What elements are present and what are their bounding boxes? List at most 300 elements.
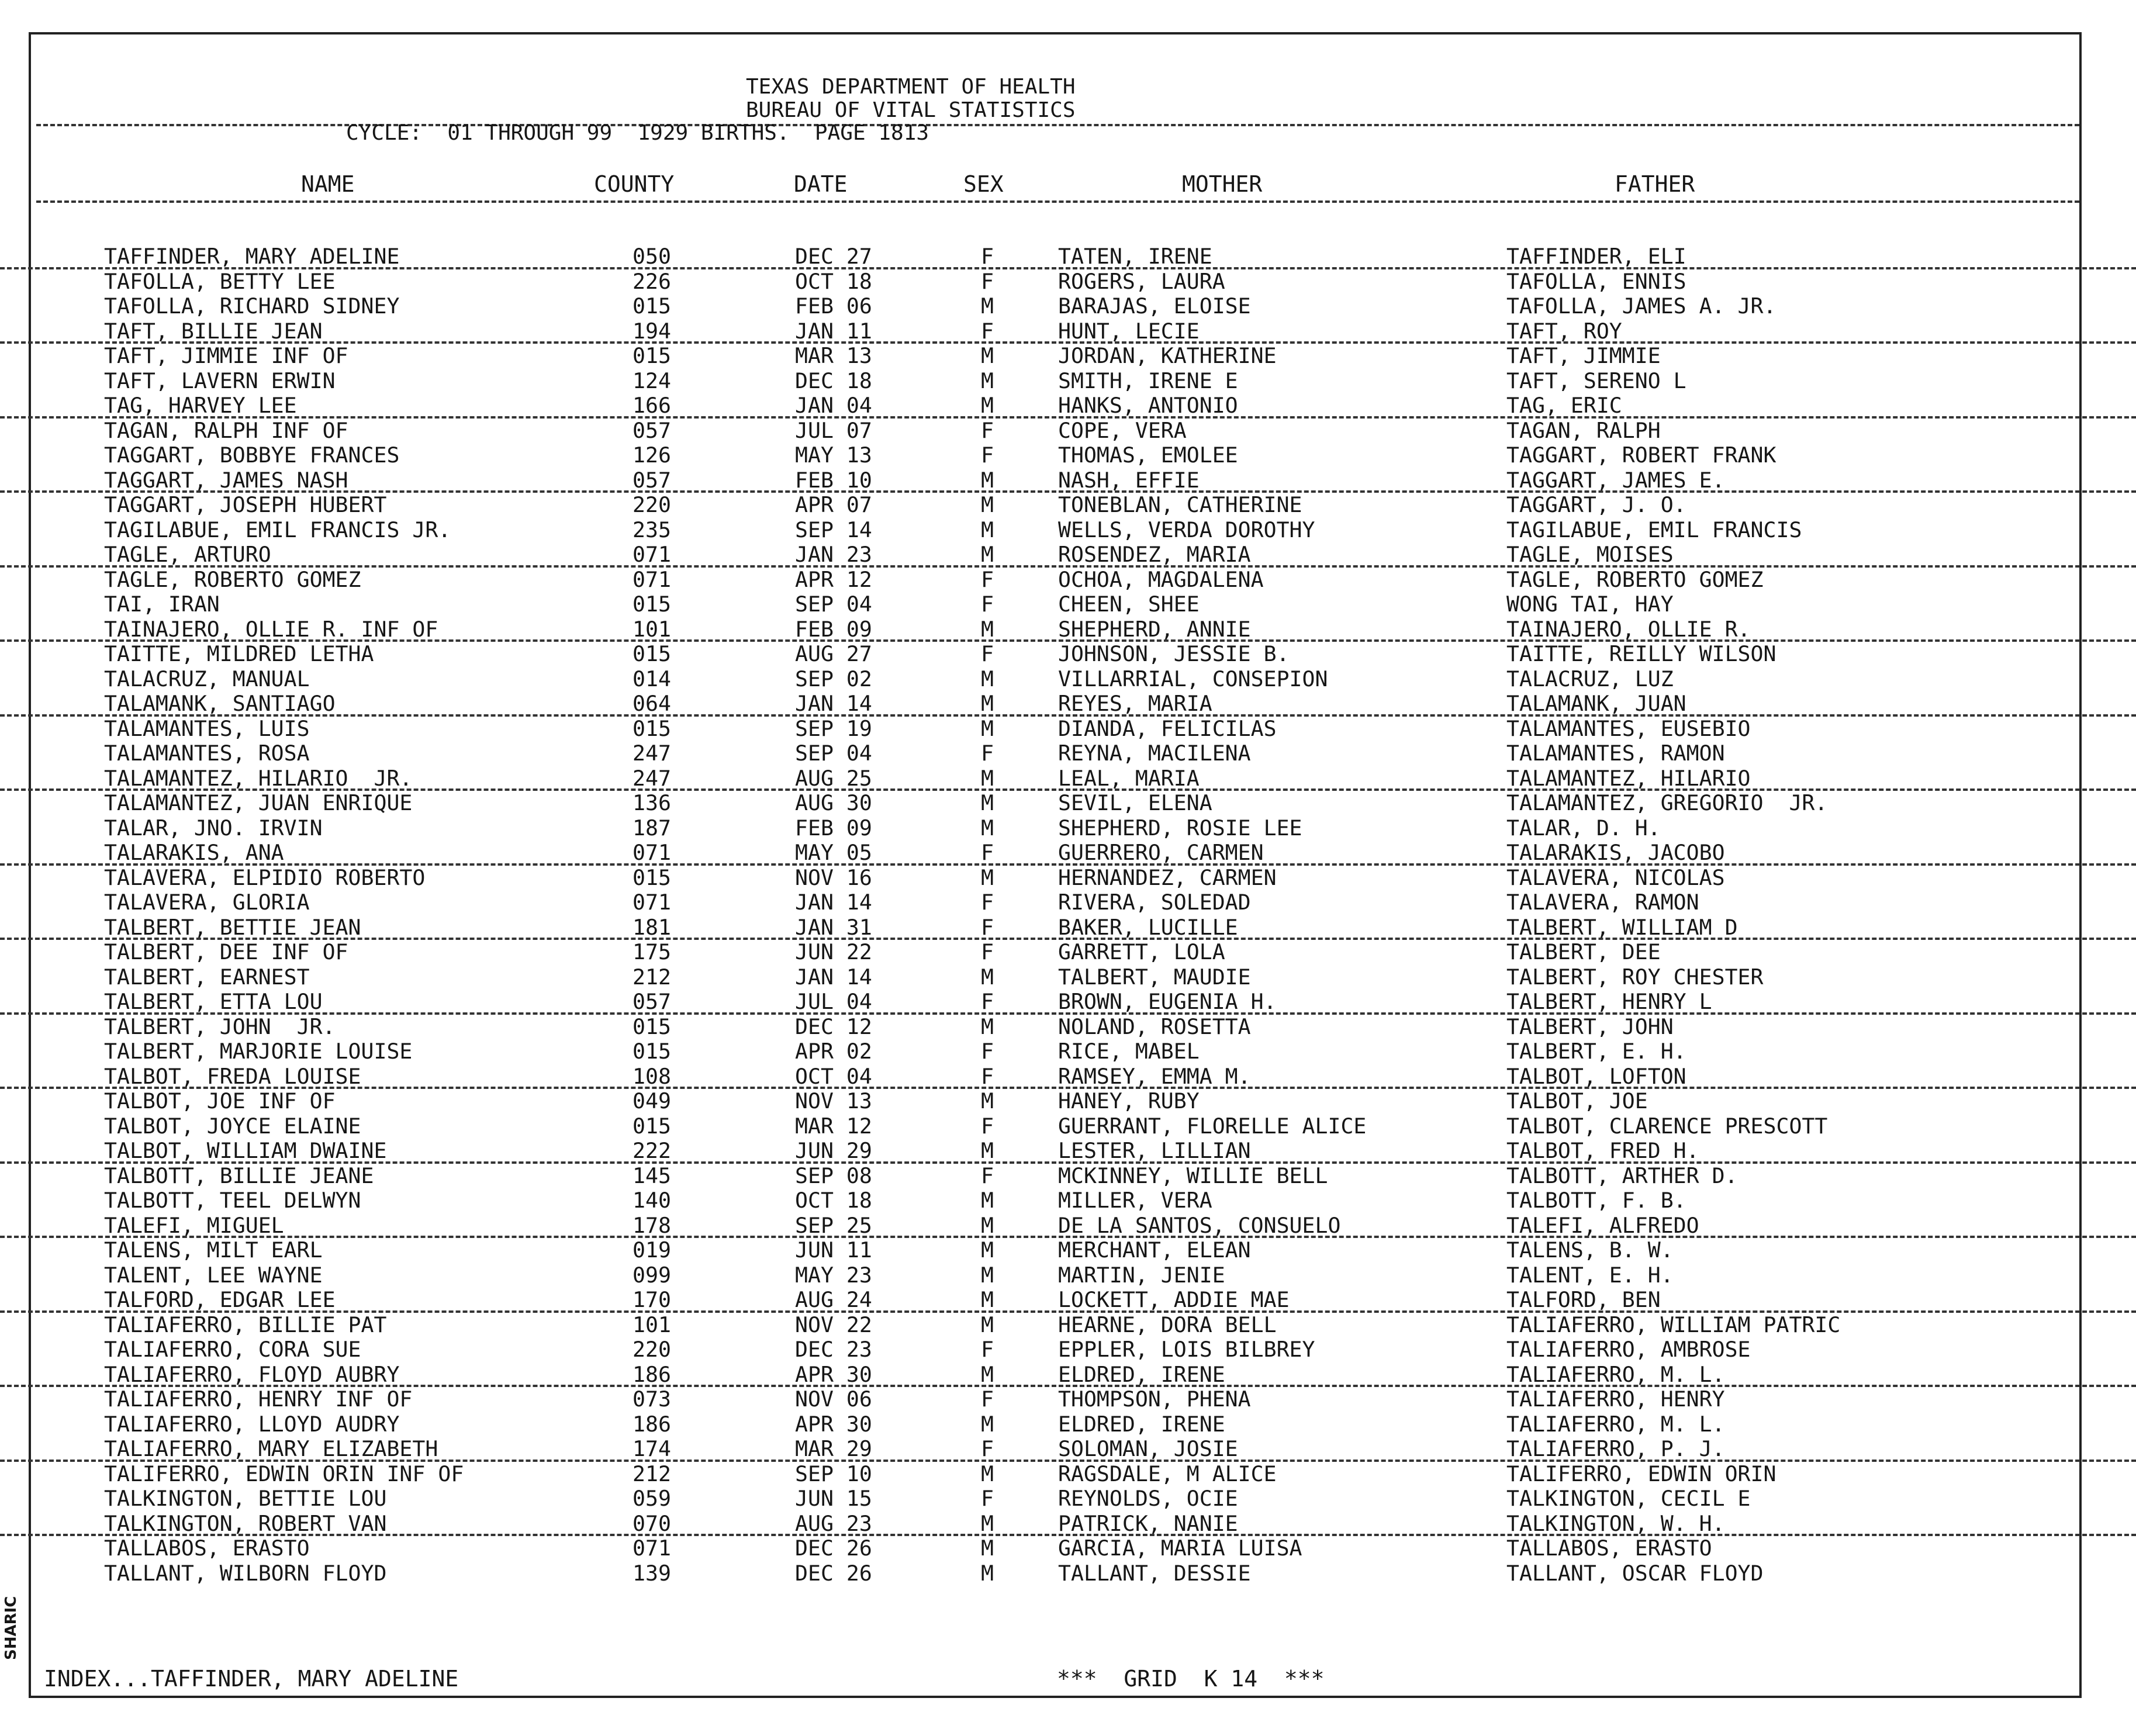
cell-father: TALFORD, BEN (1506, 1287, 1661, 1312)
cell-father: TALAMANTES, EUSEBIO (1506, 715, 1751, 741)
cell-sex: M (981, 1014, 994, 1039)
cell-county: 015 (632, 592, 671, 617)
table-row (0, 642, 2136, 667)
cell-county: 015 (632, 715, 671, 741)
table-row (0, 269, 2136, 295)
table-row (0, 890, 2136, 915)
cell-date: JUN 15 (795, 1486, 872, 1511)
cell-sex: M (981, 1560, 994, 1586)
table-row (0, 940, 2136, 965)
cell-sex: F (981, 1039, 994, 1064)
cell-name: TAITTE, MILDRED LETHA (104, 641, 374, 666)
cell-sex: M (981, 1088, 994, 1113)
cell-father: TALAMANTEZ, GREGORIO JR. (1506, 790, 1828, 815)
cell-sex: F (981, 914, 994, 940)
cell-father: TALBERT, DEE (1506, 939, 1661, 964)
cell-name: TALBERT, MARJORIE LOUISE (104, 1039, 413, 1064)
cell-name: TALAR, JNO. IRVIN (104, 815, 323, 841)
cell-name: TALBERT, DEE INF OF (104, 939, 348, 964)
cell-mother: GUERRANT, FLORELLE ALICE (1058, 1113, 1367, 1139)
cell-county: 220 (632, 1337, 671, 1362)
cell-county: 099 (632, 1262, 671, 1288)
cell-mother: DIANDA, FELICILAS (1058, 715, 1277, 741)
cell-date: OCT 04 (795, 1063, 872, 1089)
cell-county: 247 (632, 741, 671, 766)
cell-date: MAY 23 (795, 1262, 872, 1288)
cell-sex: M (981, 1312, 994, 1337)
cell-mother: HANEY, RUBY (1058, 1088, 1200, 1113)
cell-county: 101 (632, 1312, 671, 1337)
cell-father: TALBOT, JOE (1506, 1088, 1648, 1113)
cell-sex: F (981, 741, 994, 766)
table-row (0, 592, 2136, 617)
table-row (0, 1139, 2136, 1164)
cell-sex: F (981, 1386, 994, 1412)
cell-mother: HEARNE, DORA BELL (1058, 1312, 1277, 1337)
cell-county: 015 (632, 343, 671, 368)
cell-sex: F (981, 1486, 994, 1511)
table-row (0, 294, 2136, 319)
cell-mother: CHEEN, SHEE (1058, 592, 1200, 617)
cell-county: 015 (632, 293, 671, 319)
cell-name: TAGLE, ROBERTO GOMEZ (104, 566, 361, 592)
table-row (0, 915, 2136, 940)
table-row (0, 617, 2136, 642)
cell-sex: F (981, 1063, 994, 1089)
table-row (0, 518, 2136, 543)
cell-date: AUG 23 (795, 1510, 872, 1536)
cell-date: SEP 02 (795, 666, 872, 691)
cell-name: TALKINGTON, ROBERT VAN (104, 1510, 387, 1536)
cell-father: TALACRUZ, LUZ (1506, 666, 1674, 691)
cell-date: NOV 16 (795, 864, 872, 890)
cell-sex: M (981, 1510, 994, 1536)
cell-mother: JOHNSON, JESSIE B. (1058, 641, 1290, 666)
cell-sex: M (981, 790, 994, 815)
cell-sex: F (981, 1113, 994, 1139)
table-row (0, 1064, 2136, 1090)
cell-county: 057 (632, 467, 671, 493)
cell-sex: M (981, 666, 994, 691)
cell-name: TALBERT, EARNEST (104, 964, 310, 990)
cell-date: DEC 27 (795, 244, 872, 269)
cell-sex: F (981, 442, 994, 468)
cell-name: TAGILABUE, EMIL FRANCIS JR. (104, 517, 451, 542)
cell-mother: HERNANDEZ, CARMEN (1058, 864, 1277, 890)
cell-mother: SMITH, IRENE E (1058, 368, 1238, 393)
cell-name: TAI, IRAN (104, 592, 220, 617)
cell-county: 139 (632, 1560, 671, 1586)
cell-date: JAN 04 (795, 393, 872, 418)
cell-name: TALIFERRO, EDWIN ORIN INF OF (104, 1461, 464, 1486)
table-row (0, 1263, 2136, 1288)
cell-name: TALKINGTON, BETTIE LOU (104, 1486, 387, 1511)
cell-sex: F (981, 592, 994, 617)
cell-name: TALAMANTES, ROSA (104, 741, 310, 766)
table-row (0, 344, 2136, 369)
cell-father: TAITTE, REILLY WILSON (1506, 641, 1776, 666)
cell-father: TALIAFERRO, AMBROSE (1506, 1337, 1751, 1362)
cell-date: DEC 18 (795, 368, 872, 393)
cell-date: APR 30 (795, 1361, 872, 1387)
cell-father: TALBERT, HENRY L (1506, 989, 1712, 1014)
cell-county: 181 (632, 914, 671, 940)
cell-father: TALIAFERRO, M. L. (1506, 1411, 1725, 1437)
cell-sex: M (981, 1212, 994, 1238)
table-row (0, 791, 2136, 816)
cell-sex: F (981, 1436, 994, 1461)
cell-date: AUG 25 (795, 765, 872, 791)
cell-mother: MERCHANT, ELEAN (1058, 1237, 1251, 1263)
cell-mother: ROGERS, LAURA (1058, 268, 1225, 294)
column-header-father: FATHER (1615, 171, 1695, 197)
cell-name: TALAVERA, GLORIA (104, 890, 310, 915)
cell-mother: BROWN, EUGENIA H. (1058, 989, 1277, 1014)
table-row (0, 393, 2136, 419)
cell-county: 015 (632, 1014, 671, 1039)
table-row (0, 1561, 2136, 1586)
cell-county: 108 (632, 1063, 671, 1089)
cell-father: TAFOLLA, JAMES A. JR. (1506, 293, 1776, 319)
cell-county: 124 (632, 368, 671, 393)
cell-county: 194 (632, 318, 671, 344)
cell-name: TALBOT, JOYCE ELAINE (104, 1113, 361, 1139)
cell-sex: M (981, 517, 994, 542)
cell-mother: GARCIA, MARIA LUISA (1058, 1536, 1302, 1561)
cell-sex: M (981, 1361, 994, 1387)
cell-mother: RAMSEY, EMMA M. (1058, 1063, 1251, 1089)
cell-sex: F (981, 244, 994, 269)
cell-father: TALAMANK, JUAN (1506, 691, 1686, 716)
table-row (0, 1114, 2136, 1139)
cell-sex: M (981, 1411, 994, 1437)
cell-father: TALBOT, LOFTON (1506, 1063, 1686, 1089)
cell-father: TAGGART, ROBERT FRANK (1506, 442, 1776, 468)
cell-date: OCT 18 (795, 1188, 872, 1213)
cell-father: TAGGART, J. O. (1506, 492, 1686, 517)
cell-sex: F (981, 641, 994, 666)
cell-county: 212 (632, 964, 671, 990)
cell-date: FEB 09 (795, 616, 872, 642)
cell-mother: SHEPHERD, ROSIE LEE (1058, 815, 1302, 841)
cell-father: TALAVERA, NICOLAS (1506, 864, 1725, 890)
cell-mother: TATEN, IRENE (1058, 244, 1212, 269)
cell-county: 140 (632, 1188, 671, 1213)
cell-county: 186 (632, 1411, 671, 1437)
cell-sex: M (981, 1237, 994, 1263)
cell-father: TALIAFERRO, M. L. (1506, 1361, 1725, 1387)
cell-county: 019 (632, 1237, 671, 1263)
table-row (0, 866, 2136, 891)
cell-mother: GUERRERO, CARMEN (1058, 840, 1264, 865)
table-row (0, 419, 2136, 444)
cell-date: SEP 14 (795, 517, 872, 542)
cell-name: TALBOT, WILLIAM DWAINE (104, 1138, 387, 1163)
cell-name: TAGLE, ARTURO (104, 542, 271, 567)
cell-mother: ROSENDEZ, MARIA (1058, 542, 1251, 567)
cell-mother: LOCKETT, ADDIE MAE (1058, 1287, 1290, 1312)
cell-mother: REYNA, MACILENA (1058, 741, 1251, 766)
cell-date: APR 30 (795, 1411, 872, 1437)
cell-sex: F (981, 1163, 994, 1188)
cell-sex: M (981, 815, 994, 841)
cell-date: FEB 06 (795, 293, 872, 319)
cell-father: TAINAJERO, OLLIE R. (1506, 616, 1751, 642)
cell-name: TAFT, LAVERN ERWIN (104, 368, 336, 393)
cell-father: TALIAFERRO, HENRY (1506, 1386, 1725, 1412)
cell-county: 175 (632, 939, 671, 964)
cell-county: 170 (632, 1287, 671, 1312)
table-row (0, 542, 2136, 568)
cell-father: TALENT, E. H. (1506, 1262, 1674, 1288)
cell-name: TALIAFERRO, BILLIE PAT (104, 1312, 387, 1337)
cell-father: TAFT, JIMMIE (1506, 343, 1661, 368)
table-row (0, 1188, 2136, 1213)
cell-date: SEP 04 (795, 592, 872, 617)
cell-sex: M (981, 542, 994, 567)
cell-county: 222 (632, 1138, 671, 1163)
table-row (0, 1015, 2136, 1040)
cell-name: TALARAKIS, ANA (104, 840, 284, 865)
cell-date: JAN 23 (795, 542, 872, 567)
cell-county: 070 (632, 1510, 671, 1536)
cell-date: AUG 27 (795, 641, 872, 666)
cell-date: AUG 24 (795, 1287, 872, 1312)
cell-county: 014 (632, 666, 671, 691)
cell-date: MAY 05 (795, 840, 872, 865)
cell-county: 071 (632, 1536, 671, 1561)
cell-county: 145 (632, 1163, 671, 1188)
index-footer: INDEX...TAFFINDER, MARY ADELINE (44, 1666, 459, 1692)
cell-county: 101 (632, 616, 671, 642)
cell-father: TALBERT, JOHN (1506, 1014, 1674, 1039)
cell-father: TALLANT, OSCAR FLOYD (1506, 1560, 1764, 1586)
cell-father: TALKINGTON, CECIL E (1506, 1486, 1751, 1511)
cell-father: TALIAFERRO, P. J. (1506, 1436, 1725, 1461)
cell-mother: THOMAS, EMOLEE (1058, 442, 1238, 468)
cell-mother: LEAL, MARIA (1058, 765, 1200, 791)
cell-date: JUN 11 (795, 1237, 872, 1263)
cell-name: TAFOLLA, RICHARD SIDNEY (104, 293, 400, 319)
cell-date: JAN 14 (795, 890, 872, 915)
table-row (0, 1288, 2136, 1313)
table-row (0, 1313, 2136, 1338)
cell-sex: M (981, 368, 994, 393)
cell-date: SEP 04 (795, 741, 872, 766)
cell-name: TALENS, MILT EARL (104, 1237, 323, 1263)
cell-date: JUN 22 (795, 939, 872, 964)
cell-mother: HUNT, LECIE (1058, 318, 1200, 344)
cell-sex: F (981, 268, 994, 294)
cell-sex: M (981, 691, 994, 716)
cell-sex: M (981, 715, 994, 741)
cell-father: TALAMANTEZ, HILARIO (1506, 765, 1751, 791)
cell-name: TALLABOS, ERASTO (104, 1536, 310, 1561)
cell-mother: OCHOA, MAGDALENA (1058, 566, 1264, 592)
cell-date: APR 12 (795, 566, 872, 592)
cell-name: TALBERT, JOHN JR. (104, 1014, 336, 1039)
cell-mother: HANKS, ANTONIO (1058, 393, 1238, 418)
cell-mother: ELDRED, IRENE (1058, 1411, 1225, 1437)
cell-county: 015 (632, 641, 671, 666)
table-row (0, 766, 2136, 791)
cell-name: TALBERT, ETTA LOU (104, 989, 323, 1014)
cell-county: 049 (632, 1088, 671, 1113)
cell-name: TALAMANTEZ, HILARIO JR. (104, 765, 413, 791)
cycle-line: CYCLE: 01 THROUGH 99 1929 BIRTHS. PAGE 1813 (346, 121, 929, 145)
cell-name: TALIAFERRO, FLOYD AUBRY (104, 1361, 400, 1387)
cell-county: 071 (632, 890, 671, 915)
cell-mother: TALBERT, MAUDIE (1058, 964, 1251, 990)
cell-name: TALAVERA, ELPIDIO ROBERTO (104, 864, 426, 890)
cell-father: TAFT, SERENO L (1506, 368, 1686, 393)
cell-sex: F (981, 890, 994, 915)
cell-name: TALBOTT, BILLIE JEANE (104, 1163, 374, 1188)
cell-father: TALKINGTON, W. H. (1506, 1510, 1725, 1536)
header-divider-top (36, 124, 2079, 126)
cell-date: JUL 04 (795, 989, 872, 1014)
cell-name: TALAMANTEZ, JUAN ENRIQUE (104, 790, 413, 815)
cell-father: TALBERT, WILLIAM D (1506, 914, 1738, 940)
cell-county: 015 (632, 864, 671, 890)
cell-sex: F (981, 318, 994, 344)
cell-father: TALAVERA, RAMON (1506, 890, 1699, 915)
cell-county: 226 (632, 268, 671, 294)
table-row (0, 965, 2136, 990)
cell-father: TALBOTT, F. B. (1506, 1188, 1686, 1213)
cell-sex: M (981, 864, 994, 890)
column-header-name: NAME (301, 171, 355, 197)
table-row (0, 1238, 2136, 1263)
cell-father: TALEFI, ALFREDO (1506, 1212, 1699, 1238)
table-row (0, 1512, 2136, 1537)
cell-sex: M (981, 1287, 994, 1312)
cell-date: SEP 10 (795, 1461, 872, 1486)
cell-sex: F (981, 417, 994, 443)
table-row (0, 1387, 2136, 1412)
cell-name: TALIAFERRO, HENRY INF OF (104, 1386, 413, 1412)
cell-sex: M (981, 1138, 994, 1163)
cell-sex: M (981, 293, 994, 319)
cell-date: JAN 14 (795, 691, 872, 716)
cell-mother: BAKER, LUCILLE (1058, 914, 1238, 940)
cell-name: TAFT, BILLIE JEAN (104, 318, 323, 344)
cell-mother: TALLANT, DESSIE (1058, 1560, 1251, 1586)
table-row (0, 1213, 2136, 1239)
cell-father: TALAMANTES, RAMON (1506, 741, 1725, 766)
cell-county: 174 (632, 1436, 671, 1461)
cell-name: TALACRUZ, MANUAL (104, 666, 310, 691)
cell-mother: REYES, MARIA (1058, 691, 1212, 716)
cell-date: FEB 09 (795, 815, 872, 841)
cell-name: TAFT, JIMMIE INF OF (104, 343, 348, 368)
table-row (0, 1437, 2136, 1462)
cell-county: 064 (632, 691, 671, 716)
cell-name: TAFOLLA, BETTY LEE (104, 268, 336, 294)
table-row (0, 717, 2136, 742)
cell-date: SEP 25 (795, 1212, 872, 1238)
cell-mother: RICE, MABEL (1058, 1039, 1200, 1064)
cell-name: TAGGART, BOBBYE FRANCES (104, 442, 400, 468)
cell-mother: MCKINNEY, WILLIE BELL (1058, 1163, 1328, 1188)
cell-name: TALBOT, FREDA LOUISE (104, 1063, 361, 1089)
cell-sex: M (981, 492, 994, 517)
cell-father: TALIAFERRO, WILLIAM PATRIC (1506, 1312, 1841, 1337)
cell-mother: VILLARRIAL, CONSEPION (1058, 666, 1328, 691)
cell-county: 247 (632, 765, 671, 791)
cell-date: JUL 07 (795, 417, 872, 443)
column-header-date: DATE (794, 171, 848, 197)
cell-date: MAR 29 (795, 1436, 872, 1461)
table-row (0, 1089, 2136, 1114)
table-row (0, 244, 2136, 269)
cell-mother: DE LA SANTOS, CONSUELO (1058, 1212, 1341, 1238)
table-row (0, 1362, 2136, 1388)
cell-county: 057 (632, 417, 671, 443)
table-row (0, 816, 2136, 841)
cell-date: AUG 30 (795, 790, 872, 815)
cell-father: WONG TAI, HAY (1506, 592, 1674, 617)
cell-date: NOV 06 (795, 1386, 872, 1412)
cell-sex: M (981, 1188, 994, 1213)
cell-name: TAGAN, RALPH INF OF (104, 417, 348, 443)
cell-father: TALARAKIS, JACOBO (1506, 840, 1725, 865)
cell-sex: M (981, 1536, 994, 1561)
cell-name: TAGGART, JOSEPH HUBERT (104, 492, 387, 517)
table-row (0, 1462, 2136, 1487)
cell-date: JUN 29 (795, 1138, 872, 1163)
cell-date: MAR 13 (795, 343, 872, 368)
cell-date: JAN 31 (795, 914, 872, 940)
table-row (0, 1486, 2136, 1512)
cell-mother: LESTER, LILLIAN (1058, 1138, 1251, 1163)
cell-name: TALBOT, JOE INF OF (104, 1088, 336, 1113)
cell-county: 071 (632, 566, 671, 592)
cell-father: TAFT, ROY (1506, 318, 1622, 344)
cell-mother: MILLER, VERA (1058, 1188, 1212, 1213)
cell-mother: RAGSDALE, M ALICE (1058, 1461, 1277, 1486)
cell-mother: WELLS, VERDA DOROTHY (1058, 517, 1315, 542)
cell-date: FEB 10 (795, 467, 872, 493)
cell-county: 015 (632, 1039, 671, 1064)
cell-father: TALBERT, E. H. (1506, 1039, 1686, 1064)
cell-mother: COPE, VERA (1058, 417, 1187, 443)
cell-name: TALBERT, BETTIE JEAN (104, 914, 361, 940)
table-row (0, 319, 2136, 344)
cell-name: TALIAFERRO, MARY ELIZABETH (104, 1436, 438, 1461)
cell-father: TAGGART, JAMES E. (1506, 467, 1725, 493)
cell-county: 212 (632, 1461, 671, 1486)
cell-father: TALBOT, FRED H. (1506, 1138, 1699, 1163)
cell-father: TAGLE, ROBERTO GOMEZ (1506, 566, 1764, 592)
cell-sex: M (981, 1461, 994, 1486)
cell-mother: ELDRED, IRENE (1058, 1361, 1225, 1387)
table-row (0, 369, 2136, 394)
cell-sex: F (981, 1337, 994, 1362)
table-row (0, 493, 2136, 518)
cell-sex: M (981, 467, 994, 493)
cell-county: 059 (632, 1486, 671, 1511)
cell-mother: SOLOMAN, JOSIE (1058, 1436, 1238, 1461)
cell-date: APR 02 (795, 1039, 872, 1064)
agency-title: TEXAS DEPARTMENT OF HEALTH (746, 75, 1076, 99)
cell-mother: SHEPHERD, ANNIE (1058, 616, 1251, 642)
table-row (0, 841, 2136, 866)
cell-father: TALBOT, CLARENCE PRESCOTT (1506, 1113, 1828, 1139)
cell-county: 136 (632, 790, 671, 815)
cell-father: TAFFINDER, ELI (1506, 244, 1686, 269)
cell-name: TALAMANK, SANTIAGO (104, 691, 336, 716)
